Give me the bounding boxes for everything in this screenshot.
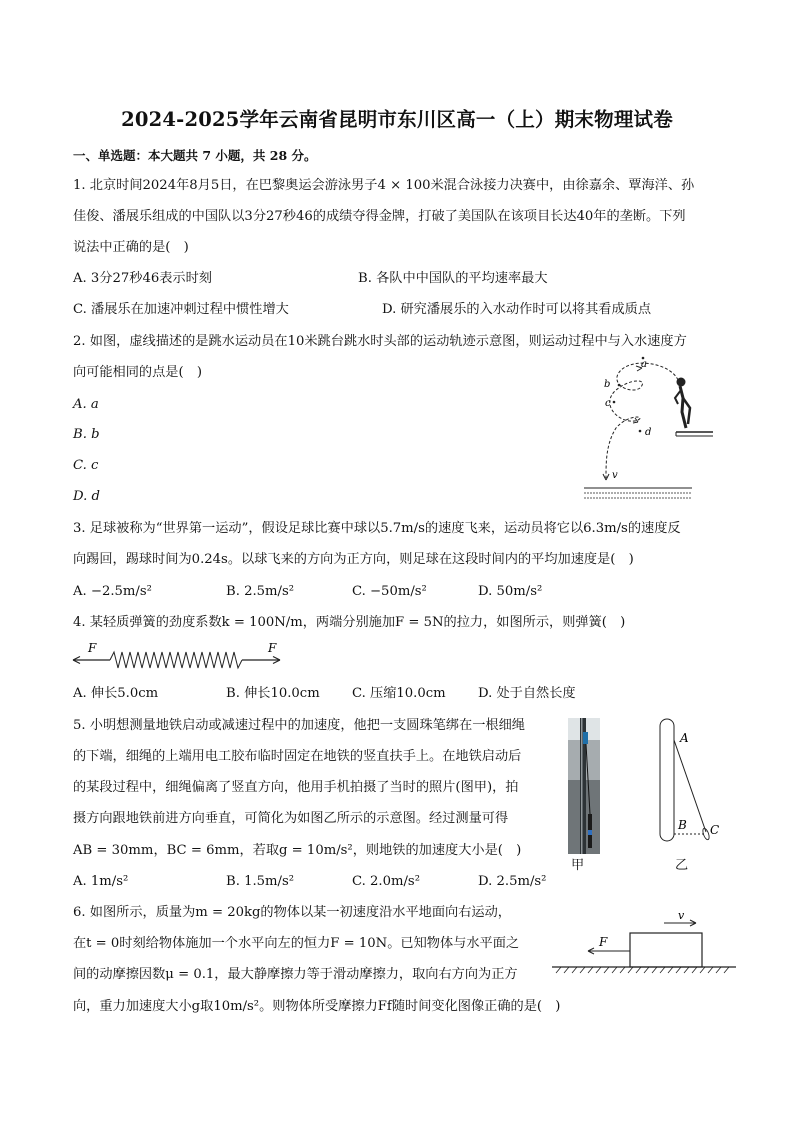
q1-option-c: C. 潘展乐在加速冲刺过程中惯性增大 <box>73 302 289 317</box>
point-C-label: C <box>710 823 720 837</box>
q3-line2: 向踢回，踢球时间为0.24s。以球飞来的方向为正方向，则足球在这段时间内的平均加速度是( ) <box>73 552 634 567</box>
water-surface <box>584 488 692 498</box>
q4-option-a: A. 伸长5.0cm <box>73 686 159 701</box>
q5-option-b: B. 1.5m/s² <box>226 874 295 889</box>
q5-option-c: C. 2.0m/s² <box>352 874 420 889</box>
page-title: 2024-2025学年云南省昆明市东川区高一（上）期末物理试卷 <box>121 108 673 131</box>
spring-coil <box>110 652 242 668</box>
spring-figure <box>70 640 285 670</box>
q1-option-d: D. 研究潘展乐的入水动作时可以将其看成质点 <box>382 302 652 317</box>
subway-photo-jia <box>568 718 600 854</box>
point-b-label: b <box>604 379 611 390</box>
section-header: 一、单选题：本大题共 7 小题，共 28 分。 <box>73 148 317 163</box>
point-a-label: a <box>641 359 647 370</box>
q2-option-a: A. a <box>73 397 99 412</box>
q1-option-a: A. 3分27秒46表示时刻 <box>73 271 212 286</box>
q3-option-a: A. −2.5m/s² <box>73 584 152 599</box>
q3-option-d: D. 50m/s² <box>478 584 543 599</box>
q2-line1: 2. 如图，虚线描述的是跳水运动员在10米跳台跳水时头部的运动轨迹示意图，则运动过程中与入水速度方 <box>73 334 687 349</box>
q2-option-b: B. b <box>73 427 100 442</box>
force-right-label: F <box>268 641 277 655</box>
block <box>630 933 702 967</box>
q3-option-c: C. −50m/s² <box>352 584 427 599</box>
figure-jia-label: 甲 <box>571 858 585 873</box>
q5-option-a: A. 1m/s² <box>73 874 129 889</box>
point-B-label: B <box>678 818 687 832</box>
force-left-label: F <box>88 641 97 655</box>
ground <box>552 967 736 973</box>
diver-icon <box>675 378 690 429</box>
q4-option-d: D. 处于自然长度 <box>478 686 576 701</box>
point-d-label: d <box>645 427 652 438</box>
q5-line4: 摄方向跟地铁前进方向垂直，可简化为如图乙所示的示意图。经过测量可得 <box>73 811 509 826</box>
q4-option-c: C. 压缩10.0cm <box>352 686 446 701</box>
q5-option-d: D. 2.5m/s² <box>478 874 547 889</box>
pendulum-diagram-yi <box>650 716 730 846</box>
q1-line3: 说法中正确的是( ) <box>73 240 189 255</box>
velocity-label: v <box>678 909 685 922</box>
figure-yi-label: 乙 <box>675 858 689 873</box>
q2-option-c: C. c <box>73 458 99 473</box>
q5-line3: 的某段过程中，细绳偏离了竖直方向，他用手机拍摄了当时的照片(图甲)，拍 <box>73 780 519 795</box>
point-A-label: A <box>680 731 689 745</box>
q2-line2: 向可能相同的点是( ) <box>73 365 202 380</box>
q5-line5: AB = 30mm，BC = 6mm，若取g = 10m/s²，则地铁的加速度大小是( ) <box>73 843 522 858</box>
diving-trajectory-figure <box>580 352 710 504</box>
point-c-label: c <box>605 398 611 409</box>
force-F-label: F <box>599 935 608 949</box>
q4-option-b: B. 伸长10.0cm <box>226 686 320 701</box>
q2-option-d: D. d <box>73 489 100 504</box>
block-force-figure <box>552 906 738 976</box>
diving-platform <box>676 432 713 436</box>
q1-line2: 佳俊、潘展乐组成的中国队以3分27秒46的成绩夺得金牌，打破了美国队在该项目长达40年的垄断。下列 <box>73 209 686 224</box>
q6-line3: 间的动摩擦因数μ = 0.1，最大静摩擦力等于滑动摩擦力，取向右方向为正方 <box>73 967 518 982</box>
trajectory-path <box>606 363 678 478</box>
q5-line1: 5. 小明想测量地铁启动或减速过程中的加速度，他把一支圆珠笔绑在一根细绳 <box>73 718 525 733</box>
q3-line1: 3. 足球被称为“世界第一运动”，假设足球比赛中球以5.7m/s的速度飞来，运动员将它以6.3m/s的速度反 <box>73 521 681 536</box>
q3-option-b: B. 2.5m/s² <box>226 584 295 599</box>
q1-line1: 1. 北京时间2024年8月5日，在巴黎奥运会游泳男子4 × 100米混合泳接力决赛中，由徐嘉余、覃海洋、孙 <box>73 178 695 193</box>
q6-line1: 6. 如图所示，质量为m = 20kg的物体以某一初速度沿水平地面向右运动， <box>73 905 511 920</box>
q1-option-b: B. 各队中中国队的平均速率最大 <box>358 271 548 286</box>
q5-line2: 的下端，细绳的上端用电工胶布临时固定在地铁的竖直扶手上。在地铁启动后 <box>73 749 522 764</box>
velocity-v-label: v <box>612 470 618 481</box>
q6-line2: 在t = 0时刻给物体施加一个水平向左的恒力F = 10N。已知物体与水平面之 <box>73 936 520 951</box>
q6-line4: 向，重力加速度大小g取10m/s²。则物体所受摩擦力Ff随时间变化图像正确的是( ) <box>73 999 561 1014</box>
q4-line1: 4. 某轻质弹簧的劲度系数k = 100N/m，两端分别施加F = 5N的拉力，如图所示，则弹簧( ) <box>73 615 626 630</box>
